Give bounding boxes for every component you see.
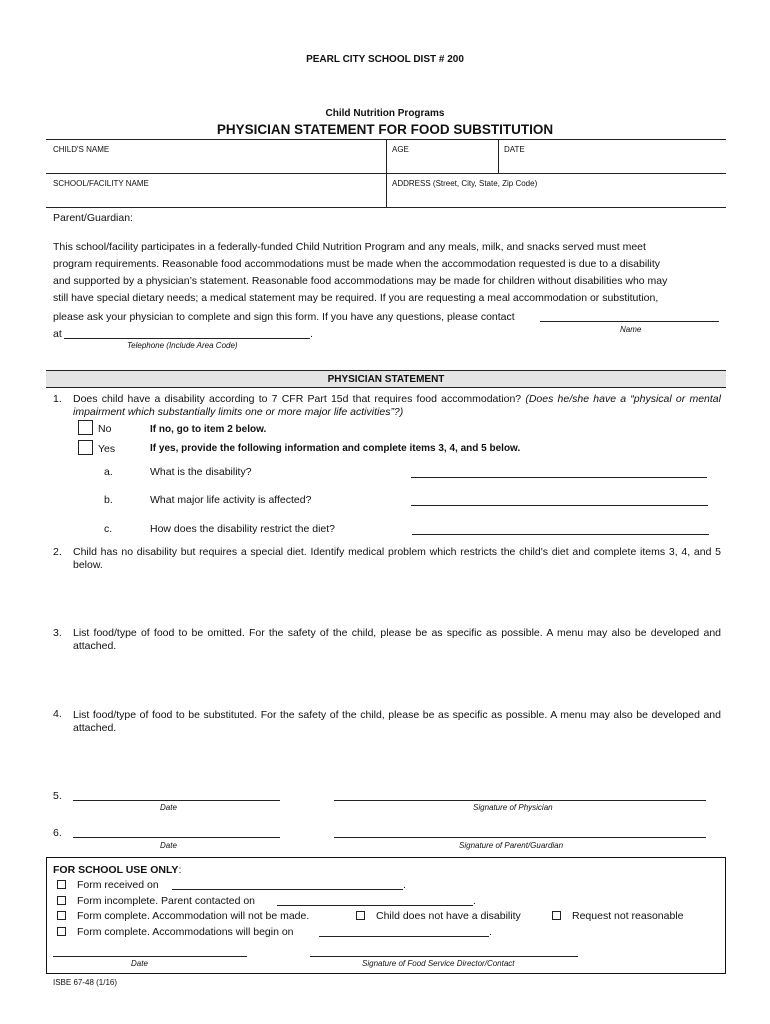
intro-line-5: please ask your physician to complete and sign this form. If you have any questions, please contact bbox=[53, 311, 515, 323]
form-received-row: Form received on bbox=[57, 879, 159, 891]
program-name: Child Nutrition Programs bbox=[325, 108, 445, 119]
form-received-checkbox[interactable] bbox=[57, 880, 66, 889]
name-caption: Name bbox=[620, 325, 642, 334]
q6-date-line[interactable] bbox=[73, 837, 280, 838]
parent-guardian-label: Parent/Guardian: bbox=[53, 212, 133, 224]
not-reasonable-checkbox[interactable] bbox=[552, 911, 561, 920]
q4-text: List food/type of food to be substituted. For the safety of the child, please be as specific as possible. A menu may also be developed and attached. bbox=[73, 709, 721, 734]
form-complete-begin-period: . bbox=[489, 926, 492, 938]
q1b-text: What major life activity is affected? bbox=[150, 494, 312, 506]
age-label: AGE bbox=[392, 145, 409, 154]
q4-number: 4. bbox=[53, 708, 62, 720]
accommodation-not-made-checkbox[interactable] bbox=[57, 911, 66, 920]
school-use-heading: FOR SCHOOL USE ONLY: bbox=[53, 864, 182, 876]
form-complete-not-made-row: Form complete. Accommodation will not be made. bbox=[57, 910, 309, 922]
q1b-answer-line[interactable] bbox=[411, 505, 708, 506]
physician-statement-heading: PHYSICIAN STATEMENT bbox=[46, 370, 726, 388]
q1-number: 1. bbox=[53, 393, 62, 405]
school-date-line[interactable] bbox=[53, 956, 247, 957]
date-label: DATE bbox=[504, 145, 525, 154]
q3-text: List food/type of food to be omitted. For the safety of the child, please be as specific as possible. A menu may also be developed and attached. bbox=[73, 627, 721, 652]
intro-line-4: still have special dietary needs; a medical statement may be required. If you are requesting a meal accommodation or substitution, bbox=[53, 292, 659, 304]
q6-date-caption: Date bbox=[160, 841, 177, 850]
q1a-answer-line[interactable] bbox=[411, 477, 707, 478]
q5-number: 5. bbox=[53, 790, 62, 802]
q5-signature-caption: Signature of Physician bbox=[473, 803, 553, 812]
accommodation-begin-date-line[interactable] bbox=[319, 936, 489, 937]
district-name: PEARL CITY SCHOOL DIST # 200 bbox=[306, 54, 464, 65]
table-col-divider-1 bbox=[386, 139, 387, 207]
accommodation-begin-checkbox[interactable] bbox=[57, 927, 66, 936]
contact-name-line[interactable] bbox=[540, 321, 719, 322]
q1-text: Does child have a disability according to 7 CFR Part 15d that requires food accommodation? (Does he/she have a “physical or mental impairment which substantially limits one or more major life activities”?) bbox=[73, 393, 721, 418]
telephone-caption: Telephone (Include Area Code) bbox=[127, 341, 238, 350]
form-incomplete-checkbox[interactable] bbox=[57, 896, 66, 905]
no-disability-checkbox[interactable] bbox=[356, 911, 365, 920]
form-incomplete-row: Form incomplete. Parent contacted on bbox=[57, 895, 255, 907]
q1-no-checkbox[interactable] bbox=[78, 420, 93, 435]
contact-phone-line[interactable] bbox=[64, 338, 310, 339]
q5-signature-line[interactable] bbox=[334, 800, 706, 801]
table-bottom-rule bbox=[46, 207, 726, 208]
intro-line-2: program requirements. Reasonable food accommodations must be made when the accommodation requested is due to a disability bbox=[53, 258, 661, 270]
q6-signature-caption: Signature of Parent/Guardian bbox=[459, 841, 564, 850]
childs-name-label: CHILD'S NAME bbox=[53, 145, 110, 154]
q2-number: 2. bbox=[53, 546, 62, 558]
at-period: . bbox=[310, 328, 313, 340]
q1c-answer-line[interactable] bbox=[412, 534, 709, 535]
form-received-period: . bbox=[403, 879, 406, 891]
q1-yes-checkbox[interactable] bbox=[78, 440, 93, 455]
form-title: PHYSICIAN STATEMENT FOR FOOD SUBSTITUTION bbox=[216, 122, 554, 137]
q1b-letter: b. bbox=[104, 494, 113, 506]
form-complete-begin-row: Form complete. Accommodations will begin on bbox=[57, 926, 294, 938]
q1c-letter: c. bbox=[104, 523, 113, 535]
intro-line-3: and supported by a physician’s statement. Reasonable food accommodations may be made for children without disabilities who may bbox=[53, 275, 668, 287]
intro-line-1: This school/facility participates in a federally-funded Child Nutrition Program and any meals, milk, and snacks served must meet bbox=[53, 241, 646, 253]
q1a-text: What is the disability? bbox=[150, 466, 252, 478]
no-disability-row: Child does not have a disability bbox=[356, 910, 521, 922]
q1c-text: How does the disability restrict the diet? bbox=[150, 523, 336, 535]
school-date-caption: Date bbox=[131, 959, 148, 968]
school-facility-label: SCHOOL/FACILITY NAME bbox=[53, 179, 149, 188]
table-col-divider-2 bbox=[498, 139, 499, 173]
address-label: ADDRESS (Street, City, State, Zip Code) bbox=[392, 179, 538, 188]
q1-yes-instruction: If yes, provide the following information and complete items 3, 4, and 5 below. bbox=[150, 443, 521, 454]
q3-number: 3. bbox=[53, 627, 62, 639]
q1-no-label: No bbox=[98, 423, 112, 435]
director-signature-caption: Signature of Food Service Director/Contact bbox=[362, 959, 515, 968]
q5-date-caption: Date bbox=[160, 803, 177, 812]
form-number: ISBE 67-48 (1/16) bbox=[53, 978, 118, 987]
q6-number: 6. bbox=[53, 827, 62, 839]
at-label: at bbox=[53, 328, 62, 340]
form-received-date-line[interactable] bbox=[172, 889, 403, 890]
q1-yes-label: Yes bbox=[98, 443, 116, 455]
director-signature-line[interactable] bbox=[310, 956, 578, 957]
form-incomplete-period: . bbox=[473, 895, 476, 907]
q5-date-line[interactable] bbox=[73, 800, 280, 801]
not-reasonable-row: Request not reasonable bbox=[552, 910, 684, 922]
q1a-letter: a. bbox=[104, 466, 113, 478]
parent-contacted-date-line[interactable] bbox=[277, 905, 473, 906]
q2-text: Child has no disability but requires a special diet. Identify medical problem which restricts the child's diet and complete items 3, 4, and 5 below. bbox=[73, 546, 721, 571]
q6-signature-line[interactable] bbox=[334, 837, 706, 838]
q1-no-instruction: If no, go to item 2 below. bbox=[150, 424, 267, 435]
